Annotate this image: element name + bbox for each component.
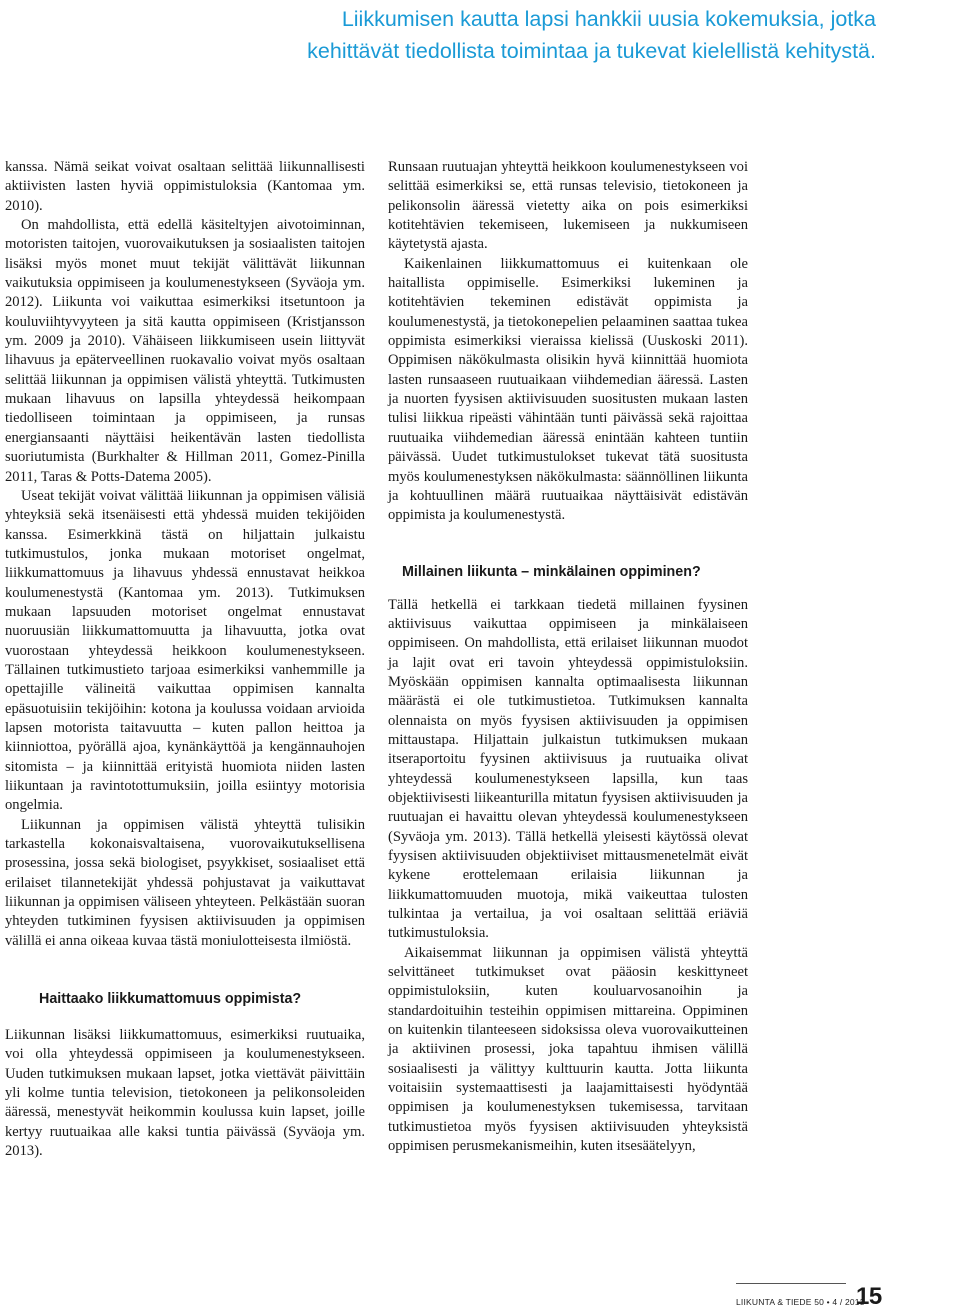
section-heading: Haittaako liikkumattomuus oppimista? <box>39 991 302 1008</box>
right-column <box>388 158 748 1157</box>
paragraph: Aikaisemmat liikunnan ja oppimisen välistä yhteyttä selvittäneet tutkimukset ovat pääosin keskittyneet oppimistuloksiin, kuten kouluarvosanoihin ja standardoituihin testeihin oppimisen mittareina. Oppiminen on kuitenkin tilanteeseen sidoksissa oleva vuorovaikutteinen ja aktiivinen prosessi, joka tapahtuu ihmisen välillä sosiaalisesti ja välittyy kulttuurin kautta. Jotta liikunta voitaisiin systemaattisesti ja laajamittaisesti hyödyntää oppimisen ja koulumenestyksen tukemisessa, tarvitaan tutkimustietoa myös fyysisen aktiivisuuden yhteyksistä oppimisen perusmekanismeihin, kuten itsesäätelyyn, <box>388 944 748 1155</box>
pull-quote-line-2: kehittävät tiedollista toimintaa ja tukevat kielellistä kehitystä. <box>307 39 876 63</box>
paragraph: Useat tekijät voivat välittää liikunnan ja oppimisen välisiä yhteyksiä sekä itsenäisesti että yhdessä muiden tekijöiden kanssa. Esimerkkinä tästä on hiljattain julkaistu tutkimustulos, jonka mukaan motoriset ongelmat, liikkumattomuus ja lihavuus yhdessä ennustavat heikkoa koulumenestystä (Kantomaa ym. 2013). Tutkimuksen mukaan lapsuuden motoriset ongelmat ennustavat nuoruusiän liikkumattomuutta ja lihavuutta, jotka ovat vuorostaan yhteydessä heikkoon koulumenestykseen. Tällainen tutkimustieto tarjoaa esimerkiksi vanhemmille ja opettajille välineitä vaikuttaa oppimisen kannalta epäsuotuisiin tekijöihin: kotona ja koulussa voidaan arvioida lapsen motorista taitavuutta – kuten pallon heittoa ja kiinniottoa, pyörällä ajoa, kynänkäyttöä ja kengännauhojen sitomista – ja kiinnittää erityistä huomiota niiden lasten liikuntaan ja ravintotottumuksiin, joilla esiintyy motorisia ongelmia. <box>5 487 365 814</box>
paragraph: Runsaan ruutuajan yhteyttä heikkoon koulumenestykseen voi selittää esimerkiksi se, että runsas televisio, tietokoneen ja pelikonsolin ääressä vietetty aika on pois esimerkiksi kotitehtävien tekemiseen, lukemiseen ja nukkumiseen käytetystä ajasta. <box>388 159 748 253</box>
paragraph: Tällä hetkellä ei tarkkaan tiedetä millainen fyysinen aktiivisuus vaikuttaa oppimiseen ja minkälaiseen oppimiseen. On mahdollista, että erilaiset liikunnan muodot ja lajit ovat eri tavoin yhteydessä oppimistuloksiin. Myöskään oppimisen kannalta optimaalisesta liikunnan määrästä ei ole tutkimustietoa. Tutkimuksen kannalta olennaista on myös fyysisen aktiivisuuden ja oppimisen mittaustapa. Hiljattain julkaistun tutkimuksen mukaan itseraportoitu fyysinen aktiivisuus ja ruutuaika olivat yhteydessä koulumenestykseen lapsilla, kun taas objektiivisesti liikeanturilla mitatun fyysisen aktiivisuuden ja ruutuajan ei havaittu olevan yhteydessä koulumenestykseen (Syväoja ym. 2013). Tällä hetkellä yleisesti käytössä olevat fyysisen aktiivisuuden objektiiviset mittausmenetelmät eivät kykene erottelemaan erilaisia liikunnan ja liikkumattomuuden muotoja, mikä vaikeuttaa tulosten tulkintaa ja vertailua, ja voi osaltaan selittää eriäviä tutkimustuloksia. <box>388 596 748 942</box>
paragraph: Liikunnan lisäksi liikkumattomuus, esimerkiksi ruutuaika, voi olla yhteydessä oppimiseen ja koulumenestykseen. Uuden tutkimuksen mukaan lapset, jotka viettävät päivittäin yli kolme tuntia television, tietokoneen ja pelikonsoleiden ääressä, menestyvät heikommin koulussa kuin lapset, joille kertyy ruutuaikaa alle kaksi tuntia päivässä (Syväoja ym. 2013). <box>5 1027 365 1160</box>
section-heading: Millainen liikunta – minkälainen oppiminen? <box>402 563 701 580</box>
footer-divider <box>736 1283 846 1284</box>
paragraph: On mahdollista, että edellä käsiteltyjen aivotoiminnan, motoristen taitojen, vuorovaikutuksen ja sosiaalisten taitojen lisäksi myös monet muut tekijät välittävät liikunnan vaikutuksia oppimiseen ja koulumenestykseen (Syväoja ym. 2012). Liikunta voi vaikuttaa esimerkiksi itsetuntoon ja kouluviihtyvyyteen ja sitä kautta oppimiseen (Kristjansson ym. 2009 ja 2010). Vähäiseen liikkumiseen usein liittyvät lihavuus ja epäterveellinen ruokavalio voivat myös osaltaan selittää liikunnan ja oppimisen välistä yhteyttä. Tutkimusten mukaan lihavuus on lapsilla yhteydessä heikompaan tiedolliseen toimintaan ja oppimiseen, ja runsas energiansaanti näyttäisi heikentävän lasten tiedollista suoriutumista (Burkhalter & Hillman 2011, Gomez-Pinilla 2011, Taras & Potts-Datema 2005). <box>5 217 365 485</box>
pull-quote <box>156 3 876 67</box>
paragraph: Liikunnan ja oppimisen välistä yhteyttä tulisikin tarkastella kokonaisvaltaisena, vuorovaikutuksellisena prosessina, jossa sekä biologiset, psyykkiset, sosiaaliset että erilaiset tilannetekijät yhdessä pohjustavat ja vaikuttavat liikunnan ja oppimisen väliseen yhteyteen. Pelkästään suoran yhteyden tutkiminen fyysisen aktiivisuuden ja oppimisen välillä ei anna oikeaa kuvaa tästä moniulotteisesta ilmiöstä. <box>5 816 365 949</box>
left-column <box>5 158 365 1162</box>
pull-quote-line-1: Liikkumisen kautta lapsi hankkii uusia kokemuksia, jotka <box>341 7 876 31</box>
page-number: 15 <box>856 1283 882 1310</box>
paragraph: Kaikenlainen liikkumattomuus ei kuitenkaan ole haitallista oppimiselle. Esimerkiksi lukeminen ja kotitehtävien tekeminen edistävät oppimista ja koulumenestystä, ja tietokonepelien pelaaminen saattaa tukea oppimista esimerkiksi vieraissa kielissä (Uuskoski 2011). Oppimisen näkökulmasta olisikin hyvä kiinnittää huomiota lasten runsaaseen ruutuaikaan viihdemedian ääressä. Lasten ja nuorten fyysisen aktiivisuuden suositusten mukaan lasten tulisi liikkua ripeästi vähintään tunti päivässä sekä rajoittaa ruutuaika viihdemedian ääressä enintään kahteen tuntiin päivässä. Uudet tutkimustulokset tukevat tätä suositusta myös koulumenestyksen näkökulmasta: säännöllinen liikunta ja kohtuullinen määrä ruutuaikaa näyttäisivät edistävän oppimista ja koulumenestystä. <box>388 255 748 524</box>
page-footer <box>736 1283 960 1310</box>
paragraph: kanssa. Nämä seikat voivat osaltaan selittää liikunnallisesti aktiivisten lasten hyviä oppimistuloksia (Kantomaa ym. 2010). <box>5 159 365 214</box>
publication-info: LIIKUNTA & TIEDE 50 • 4 / 2013 <box>736 1297 865 1307</box>
